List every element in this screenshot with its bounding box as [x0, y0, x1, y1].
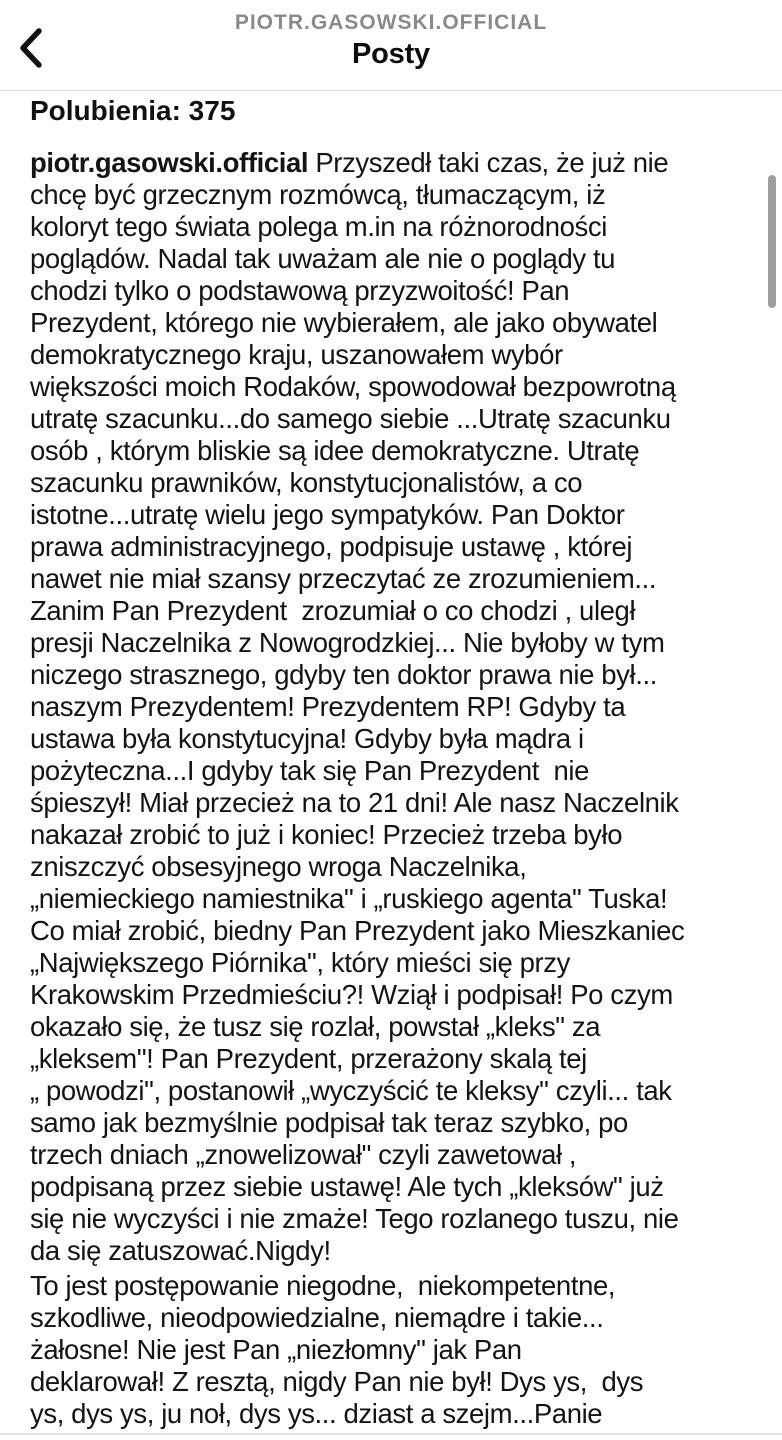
header-account-name: PIOTR.GASOWSKI.OFFICIAL: [234, 11, 548, 34]
post-text-line: okazało się, że tusz się rozlał, powstał „kleks" za: [30, 1011, 601, 1042]
post-text-line: „niemieckiego namiestnika" i „ruskiego agenta" Tuska!: [30, 883, 668, 914]
post-text-line: szacunku prawników, konstytucjonalistów, a co: [30, 467, 583, 498]
post-text-line: ys, dys ys, ju noł, dys ys... dziast a szejm...Panie: [30, 1398, 603, 1429]
post-first-line-text: Przyszedł taki czas, że już nie: [308, 147, 669, 178]
post-text-line: chcę być grzecznym rozmówcą, tłumaczącym, iż: [30, 179, 606, 210]
post-text-line: prawa administracyjnego, podpisuje ustawę , której: [30, 531, 633, 562]
likes-count[interactable]: Polubienia: 375: [30, 95, 236, 126]
post-text-line: presji Naczelnika z Nowogrodzkiej... Nie byłoby w tym: [30, 627, 665, 658]
post-text-line: da się zatuszować.Nigdy!: [30, 1235, 331, 1266]
post-text-line: zniszczyć obsesyjnego wroga Naczelnika,: [30, 851, 527, 882]
post-text-line: deklarował! Z resztą, nigdy Pan nie był! Dys ys, dys: [30, 1366, 644, 1397]
post-text-line: „kleksem"! Pan Prezydent, przerażony skalą tej: [30, 1043, 587, 1074]
post-text-line: demokratycznego kraju, uszanowałem wybór: [30, 339, 563, 370]
post-text-line: Krakowskim Przedmieściu?! Wziął i podpisał! Po czym: [30, 979, 673, 1010]
post-text-line: podpisaną przez siebie ustawę! Ale tych „kleksów" już: [30, 1171, 664, 1202]
post-text-line: chodzi tylko o podstawową przyzwoitość! Pan: [30, 275, 570, 306]
post-text-line: koloryt tego świata polega m.in na różnorodności: [30, 211, 607, 242]
post-text-line: większości moich Rodaków, spowodował bezpowrotną: [30, 371, 676, 402]
post-text-line: śpieszył! Miał przecież na to 21 dni! Ale nasz Naczelnik: [30, 787, 679, 818]
post-text-line: żałosne! Nie jest Pan „niezłomny" jak Pan: [30, 1334, 522, 1365]
post-detail: [30, 96, 760, 1430]
scrollbar-thumb[interactable]: [768, 175, 776, 308]
post-text-line: niczego strasznego, gdyby ten doktor prawa nie był...: [30, 659, 657, 690]
post-text-line: nawet nie miał szansy przeczytać ze zrozumieniem...: [30, 563, 657, 594]
page-title: Posty: [352, 38, 430, 70]
post-caption: [30, 147, 760, 1430]
post-text-line: nakazał zrobić to już i koniec! Przecież trzeba było: [30, 819, 623, 850]
post-text-line: szkodliwe, nieodpowiedzialne, niemądre i takie...: [30, 1302, 604, 1333]
post-text-line: To jest postępowanie niegodne, niekompetentne,: [30, 1270, 616, 1301]
post-text-line: pożyteczna...I gdyby tak się Pan Prezydent nie: [30, 755, 590, 786]
post-text-line: „ powodzi", postanowił „wyczyścić te kleksy" czyli... tak: [30, 1075, 672, 1106]
post-text-line: trzech dniach „znowelizował" czyli zawetował ,: [30, 1139, 577, 1170]
post-text-line: „Największego Piórnika", który mieści się przy: [30, 947, 570, 978]
post-text-line: istotne...utratę wielu jego sympatyków. Pan Doktor: [30, 499, 625, 530]
post-text-line: naszym Prezydentem! Prezydentem RP! Gdyby ta: [30, 691, 626, 722]
post-paragraph-1: [30, 179, 760, 1267]
bottom-divider: [0, 1433, 782, 1435]
post-text-line: [30, 147, 760, 179]
post-paragraph-2: [30, 1270, 760, 1430]
post-text-line: osób , którym bliskie są idee demokratyczne. Utratę: [30, 435, 640, 466]
post-text-line: utratę szacunku...do samego siebie ...Utratę szacunku: [30, 403, 671, 434]
post-text-line: samo jak bezmyślnie podpisał tak teraz szybko, po: [30, 1107, 628, 1138]
post-text-line: ustawa była konstytucyjna! Gdyby była mądra i: [30, 723, 584, 754]
post-author-username[interactable]: piotr.gasowski.official: [30, 147, 309, 178]
post-text-line: Prezydent, którego nie wybierałem, ale jako obywatel: [30, 307, 658, 338]
post-text-line: się nie wyczyści i nie zmaże! Tego rozlanego tuszu, nie: [30, 1203, 679, 1234]
post-text-line: Zanim Pan Prezydent zrozumiał o co chodzi , uległ: [30, 595, 636, 626]
post-text-line: poglądów. Nadal tak uważam ale nie o poglądy tu: [30, 243, 616, 274]
top-navigation-bar: [0, 0, 782, 91]
post-text-line: Co miał zrobić, biedny Pan Prezydent jako Mieszkaniec: [30, 915, 685, 946]
